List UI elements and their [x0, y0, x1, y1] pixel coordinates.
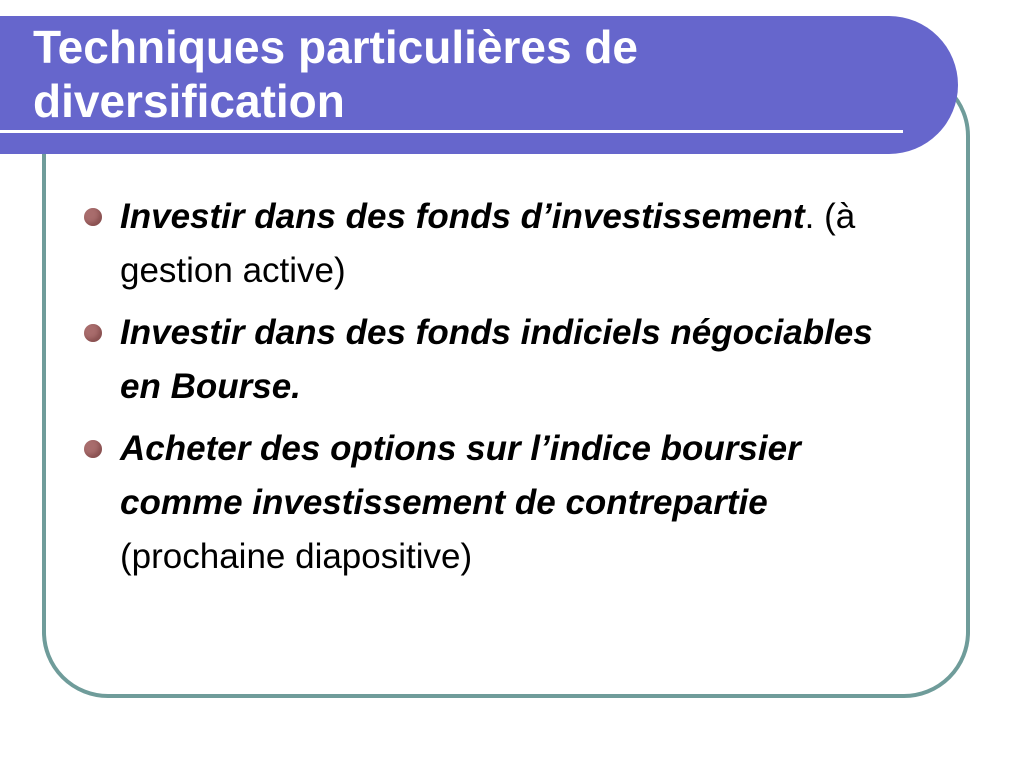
bullet-plain-text: (prochaine diapositive) [120, 537, 473, 576]
title-underline [0, 130, 903, 133]
bullet-dot-icon [84, 208, 102, 226]
bullet-emphasis-text: Acheter des options sur l’indice boursier comme investissement de contrepartie [120, 429, 801, 522]
bullet-dot-icon [84, 324, 102, 342]
bullet-emphasis-text: Investir dans des fonds d’investissement [120, 197, 805, 236]
slide-title: Techniques particulières de diversification [33, 21, 639, 127]
bullet-item [82, 422, 912, 584]
bullet-list [82, 190, 912, 592]
bullet-item [82, 190, 912, 298]
bullet-emphasis-text: Investir dans des fonds indiciels négociables en Bourse. [120, 313, 873, 406]
bullet-item [82, 306, 912, 414]
bullet-plain-text: . (à gestion active) [120, 197, 856, 290]
bullet-dot-icon [84, 440, 102, 458]
